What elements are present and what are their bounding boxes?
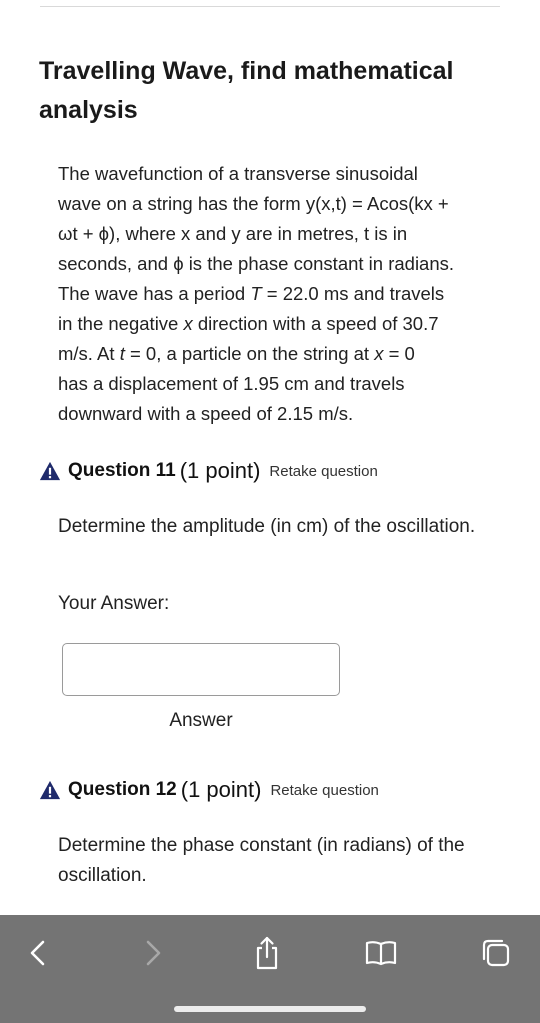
warning-icon: [39, 460, 61, 482]
problem-statement: The wavefunction of a transverse sinusoidal wave on a string has the form y(x,t) = Acos(kx + ωt + ϕ), where x and y are in metres, t is in seconds, and ϕ is the phase constant in radians. The wave has a period T = 22.0 ms and travels in the negative x direction with a speed of 30.7 m/s. At t = 0, a particle on the string at x = 0 has a displacement of 1.95 cm and travels downward with a speed of 2.15 m/s.: [58, 163, 455, 424]
t-symbol: t: [119, 343, 125, 364]
bookmarks-icon: [364, 939, 398, 967]
forward-button[interactable]: [131, 931, 175, 975]
question-12-text: Determine the phase constant (in radians) of the oscillation.: [58, 835, 465, 886]
retake-question-link[interactable]: Retake question: [270, 781, 379, 799]
question-11-text: Determine the amplitude (in cm) of the oscillation.: [58, 516, 476, 537]
tabs-icon: [480, 937, 512, 969]
retake-question-link[interactable]: Retake question: [269, 462, 378, 480]
share-icon: [252, 936, 282, 970]
your-answer-label: Your Answer:: [58, 593, 170, 614]
x-symbol: x: [374, 343, 384, 364]
period-symbol: T: [250, 283, 262, 304]
back-icon: [26, 939, 50, 967]
answer-input[interactable]: [62, 643, 340, 696]
home-indicator[interactable]: [174, 1006, 366, 1012]
question-11-header: [39, 456, 519, 486]
page-title: Travelling Wave, find mathematical analysis: [39, 57, 454, 124]
question-12-header: [39, 775, 519, 805]
x-symbol: x: [183, 313, 193, 334]
question-label: Question 12: [68, 779, 177, 800]
bookmarks-button[interactable]: [359, 931, 403, 975]
back-button[interactable]: [16, 931, 60, 975]
question-points: (1 point): [179, 458, 261, 483]
share-button[interactable]: [245, 931, 289, 975]
top-divider: [40, 6, 500, 7]
warning-icon: [39, 779, 61, 801]
answer-button[interactable]: Answer: [62, 706, 340, 736]
forward-icon: [141, 939, 165, 967]
question-points: (1 point): [180, 777, 262, 802]
question-label: Question 11: [68, 460, 176, 481]
tabs-button[interactable]: [474, 931, 518, 975]
